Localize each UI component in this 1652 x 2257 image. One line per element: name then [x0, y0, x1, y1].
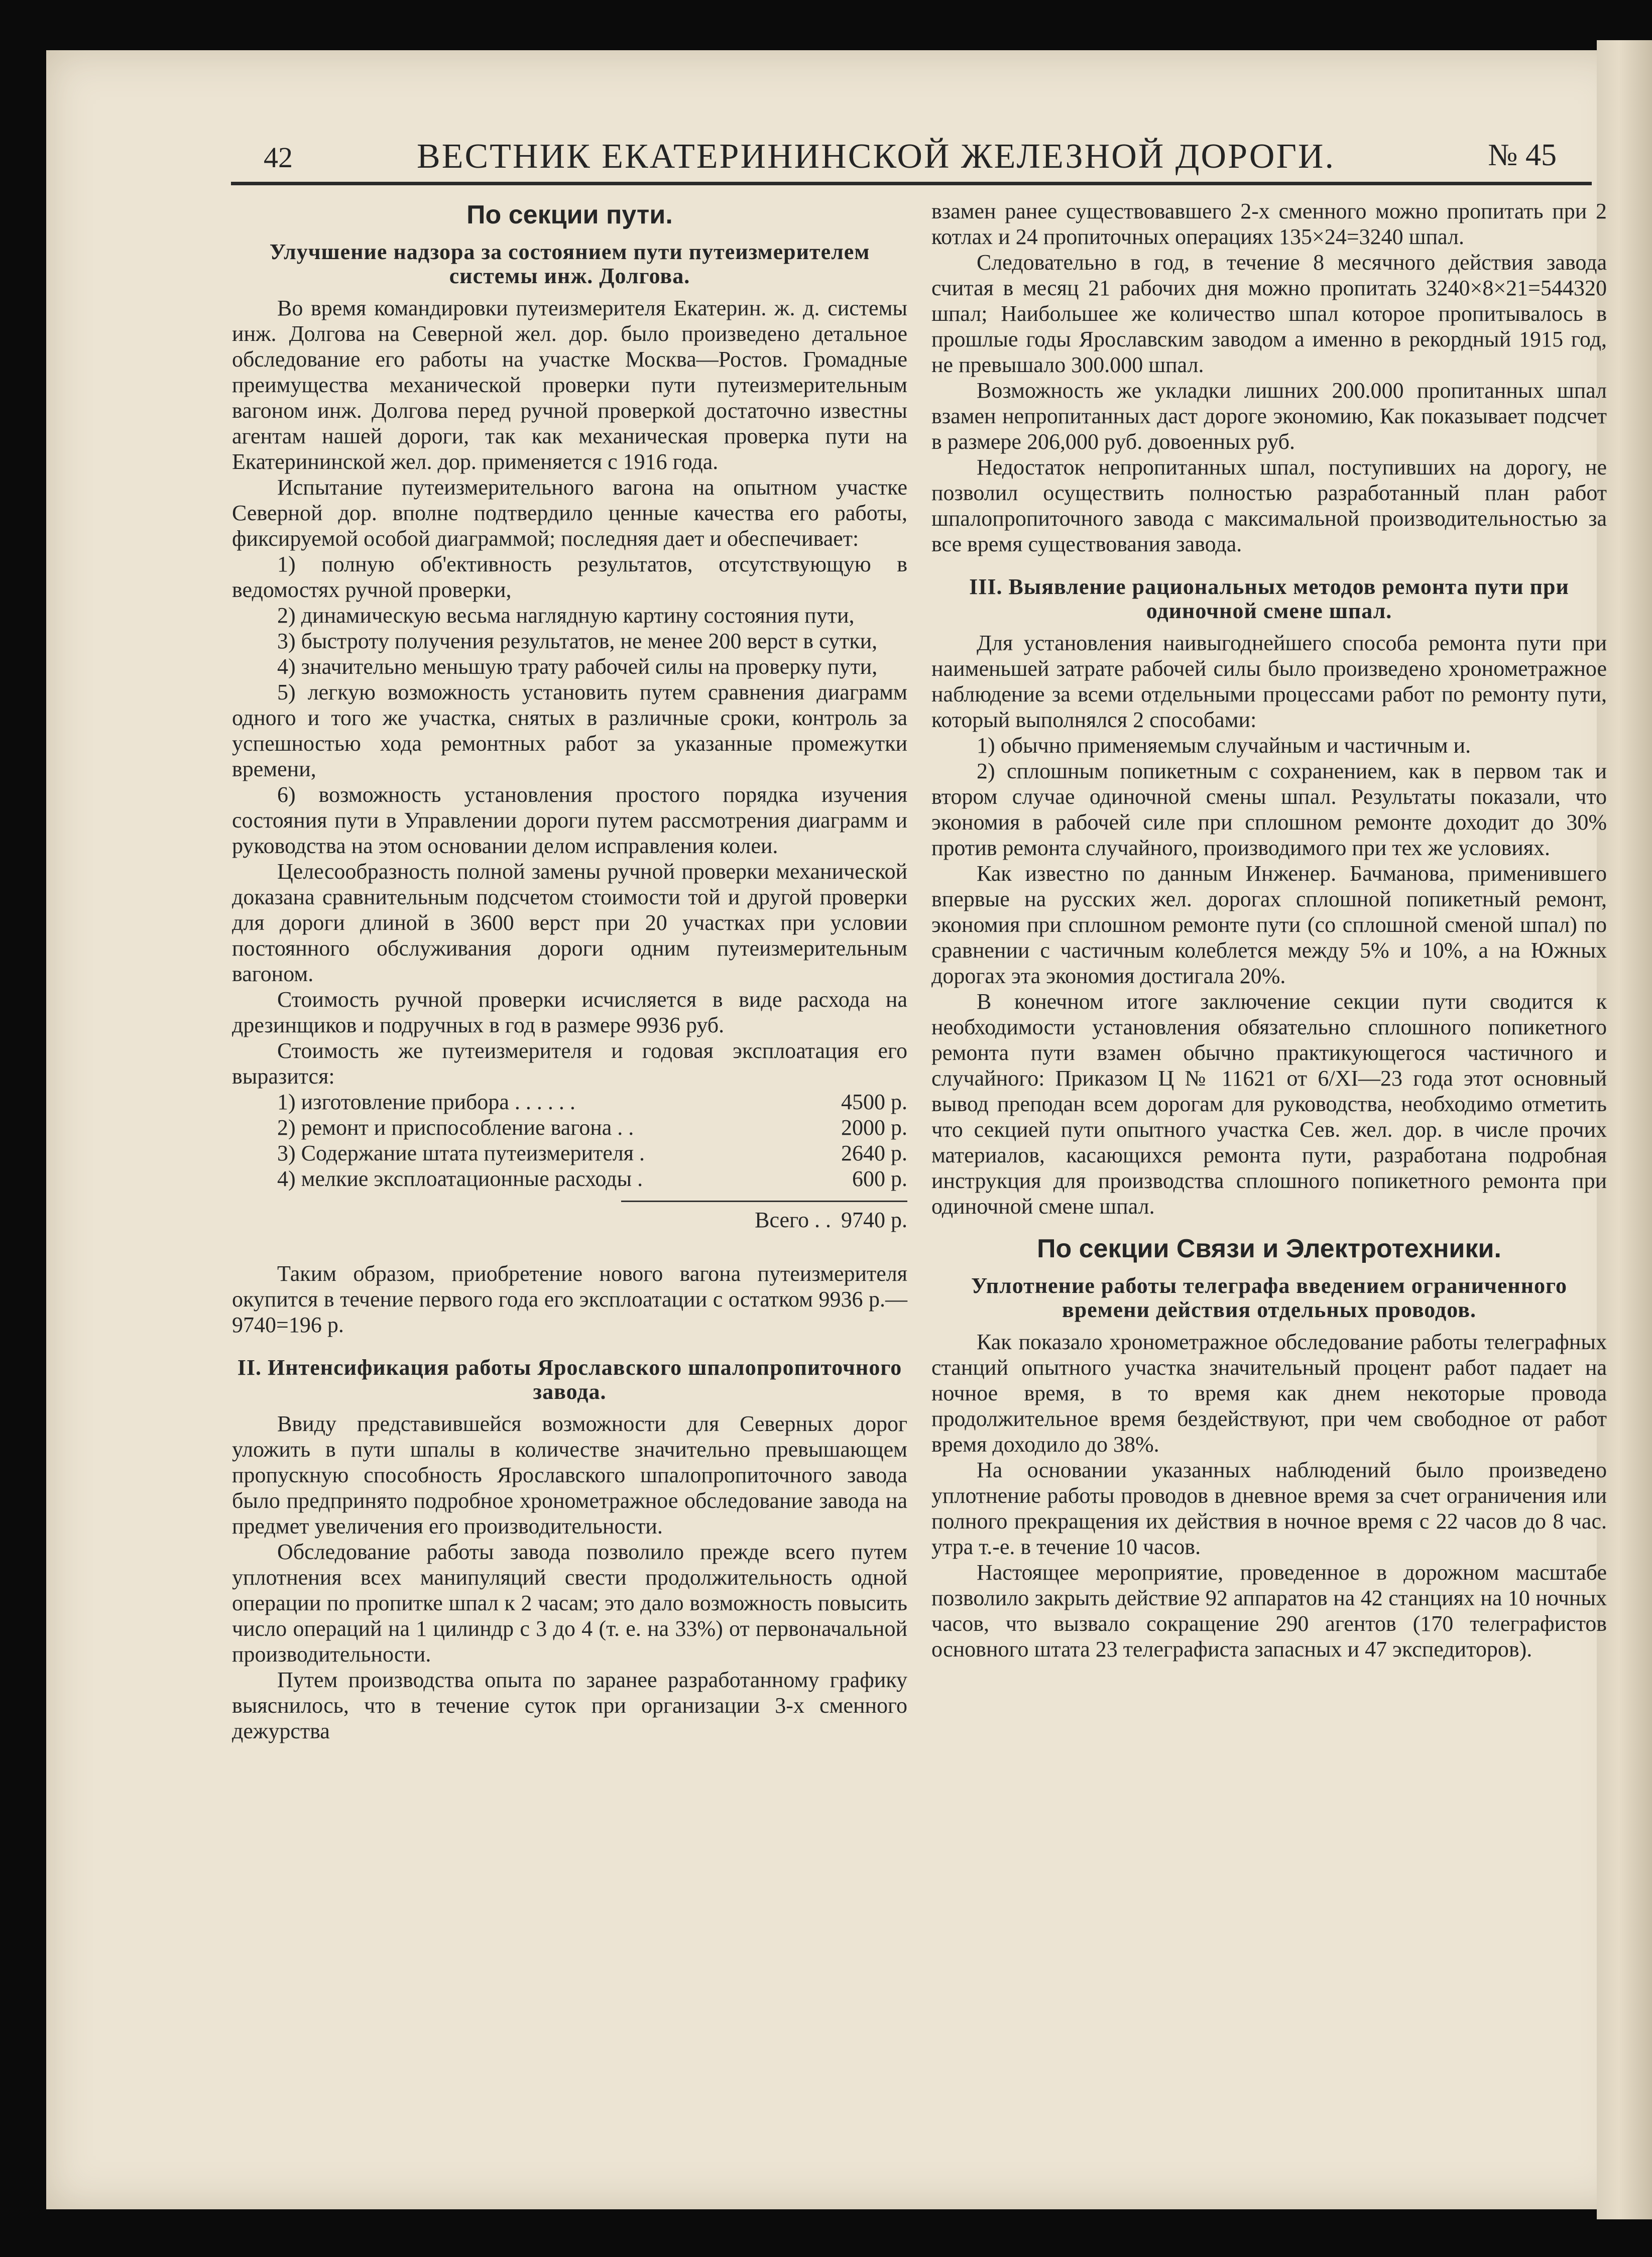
list-item: 2) сплошным попикетным с сохранением, как в первом так и втором случае одиночной смены шпал. Результаты показали, что экономия в рабочей силе при сплошном ремонте доходит до 30% против ремонта случайного, производимого при тех же условиях. — [931, 759, 1607, 860]
paragraph: Для установления наивыгоднейшего способа ремонта пути при наименьшей затрате рабочей силы было произведено хронометражное наблюдение за всеми отдельными процессами работ по ремонту пути, который выполнялся 2 способами: — [931, 631, 1607, 732]
total-row — [232, 1207, 907, 1233]
cost-row — [232, 1089, 907, 1115]
paragraph: Стоимость ручной проверки исчисляется в виде расхода на дрезинщиков и подручных в год в размере 9936 руб. — [232, 987, 907, 1037]
paragraph: Таким образом, приобретение нового вагона путеизмерителя окупится в течение первого года его эксплоатации с остатком 9936 р.—9740=196 р. — [232, 1261, 907, 1337]
article-title-track-inspection: Улучшение надзора за состоянием пути путеизмерителем системы инж. Долгова. — [269, 240, 870, 288]
section-title-track: По секции пути. — [466, 200, 673, 229]
journal-title: ВЕСТНИК ЕКАТЕРИНИНСКОЙ ЖЕЛЕЗНОЙ ДОРОГИ. — [417, 137, 1335, 176]
paragraph: В конечном итоге заключение секции пути сводится к необходимости установления обязательно сплошного попикетного ремонта пути взамен обычно практикующегося частичного и случайного: Приказом Ц № 11621 от 6/XI—23 года этот основный вывод преподан всем дорогам для руководства, необходимо отметить что секцией пути опытного участка Сев. жел. дор. в числе прочих материалов, касающихся ремонта пути, разработана подробная инструкция для производства сплошного попикетного ремонта при одиночной смене шпал. — [931, 989, 1607, 1219]
article-title-repair-methods: III. Выявление рациональных методов ремонта пути при одиночной смене шпал. — [969, 574, 1569, 623]
paragraph: Недостаток непропитанных шпал, поступивших на дорогу, не позволил осуществить полностью разработанный план работ шпалопропиточного завода с максимальной производительностью за все время существования завода. — [931, 455, 1607, 556]
cost-row — [232, 1166, 907, 1192]
paragraph: Ввиду представившейся возможности для Северных дорог уложить в пути шпалы в количестве значительно превышающем пропускную способность Ярославского шпалопропиточного завода было предпринято подробное хронометражное обследование завода на предмет увеличения его производительности. — [232, 1411, 907, 1538]
total-rule — [621, 1201, 907, 1202]
cost-label: 1) изготовление прибора . . . . . . — [277, 1090, 575, 1114]
paragraph: Как показало хронометражное обследование работы телеграфных станций опытного участка значительный процент работ падает на ночное время, в то время как днем некоторые провода продолжительное время бездействуют, при чем свободное от работ время доходило до 38%. — [931, 1330, 1607, 1457]
section-title-communications: По секции Связи и Электротехники. — [1037, 1234, 1501, 1263]
cost-row — [232, 1140, 907, 1166]
total-label: Всего . . — [755, 1208, 831, 1232]
paragraph: На основании указанных наблюдений было произведено уплотнение работы проводов в дневное время за счет ограничения или полного прекращения их действия в ночное время с 22 часов до 8 час. утра т.-е. в течение 10 часов. — [931, 1458, 1607, 1559]
cost-value: 600 р. — [852, 1166, 907, 1191]
right-column — [931, 198, 1607, 1662]
cost-row — [232, 1115, 907, 1140]
total-value: 9740 р. — [841, 1208, 907, 1232]
list-item: 3) быстроту получения результатов, не менее 200 верст в сутки, — [277, 629, 878, 653]
page-number: 42 — [264, 141, 293, 174]
paragraph: Во время командировки путеизмерителя Екатерин. ж. д. системы инж. Долгова на Северной жел. дор. было произведено детальное обследование его работы на участке Москва—Ростов. Громадные преимущества механической проверки пути путеизмерительным вагоном инж. Долгова перед ручной проверкой достаточно известны агентам нашей дороги, так как механическая проверка пути на Екатерининской жел. дор. применяется с 1916 года. — [232, 296, 907, 474]
paragraph: Испытание путеизмерительного вагона на опытном участке Северной дор. вполне подтвердило ценные качества его работы, фиксируемой особой диаграммой; последняя дает и обеспечивает: — [232, 475, 907, 551]
header-rule — [231, 182, 1592, 185]
list-item: 6) возможность установления простого порядка изучения состояния пути в Управлении дороги путем рассмотрения диаграмм и руководства на этом основании делом исправления колеи. — [232, 782, 907, 858]
list-item: 2) динамическую весьма наглядную картину состояния пути, — [277, 603, 855, 628]
cost-value: 4500 р. — [841, 1090, 907, 1114]
list-item: 4) значительно меньшую трату рабочей силы на проверку пути, — [277, 654, 878, 679]
issue-number: № 45 — [1488, 138, 1557, 172]
list-item: 1) обычно применяемым случайным и частичным и. — [977, 733, 1471, 758]
article-title-telegraph: Уплотнение работы телеграфа введением ограниченного времени действия отдельных проводов. — [971, 1273, 1567, 1322]
list-item: 1) полную об'ективность результатов, отсутствующую в ведомостях ручной проверки, — [232, 552, 907, 602]
paragraph: Следовательно в год, в течение 8 месячного действия завода считая в месяц 21 рабочих дня можно пропитать 3240×8×21=544320 шпал; Наибольшее же количество шпал которое пропитывалось в прошлые годы Ярославским заводом а именно в рекордный 1915 год, не превышало 300.000 шпал. — [931, 250, 1607, 377]
paragraph: Обследование работы завода позволило прежде всего путем уплотнения всех манипуляций свести продолжительность одной операции по пропитке шпал к 2 часам; это дало возможность повысить число операций на 1 цилиндр с 3 до 4 (т. е. на 33%) от первоначальной производительности. — [232, 1539, 907, 1667]
left-column — [232, 198, 907, 1744]
list-item: 5) легкую возможность установить путем сравнения диаграмм одного и того же участка, снятых в различные сроки, контроль за успешностью хода ремонтных работ за указанные промежутки времени, — [232, 680, 907, 781]
paragraph: Настоящее мероприятие, проведенное в дорожном масштабе позволило закрыть действие 92 аппаратов на 42 станциях на 10 ночных часов, что вызвало сокращение 290 агентов (170 телеграфистов основного штата 23 телеграфиста запасных и 47 экспедиторов). — [931, 1560, 1607, 1661]
cost-label: 4) мелкие эксплоатационные расходы . — [277, 1166, 643, 1191]
cost-label: 2) ремонт и приспособление вагона . . — [277, 1115, 634, 1140]
cost-value: 2640 р. — [841, 1141, 907, 1165]
paragraph: Возможность же укладки лишних 200.000 пропитанных шпал взамен непропитанных даст дороге экономию, Как показывает подсчет в размере 206,000 руб. довоенных руб. — [931, 378, 1607, 454]
paragraph: Как известно по данным Инженер. Бачманова, применившего впервые на русских жел. дорогах сплошной попикетный ремонт, экономия при сплошном ремонте пути (со сплошной сменой шпал) по сравнении с частичным колеблется между 5% и 10%, а на Южных дорогах эта экономия достигала 20%. — [931, 861, 1607, 988]
paragraph: Путем производства опыта по заранее разработанному графику выяснилось, что в течение суток при организации 3-х сменного дежурства — [232, 1668, 907, 1743]
article-title-sleeper-plant: II. Интенсификация работы Ярославского шпалопропиточного завода. — [237, 1355, 902, 1404]
paragraph: Стоимость же путеизмерителя и годовая эксплоатация его выразится: — [232, 1038, 907, 1089]
page-header — [231, 126, 1562, 181]
paragraph: Целесообразность полной замены ручной проверки механической доказана сравнительным подсчетом стоимости той и другой проверки для дороги длиной в 3600 верст при 20 участках при условии постоянного обслуживания дороги одним путеизмерительным вагоном. — [232, 859, 907, 986]
paragraph: взамен ранее существовавшего 2-х сменного можно пропитать при 2 котлах и 24 пропиточных операциях 135×24=3240 шпал. — [931, 199, 1607, 249]
cost-label: 3) Содержание штата путеизмерителя . — [277, 1141, 645, 1165]
cost-value: 2000 р. — [841, 1115, 907, 1140]
